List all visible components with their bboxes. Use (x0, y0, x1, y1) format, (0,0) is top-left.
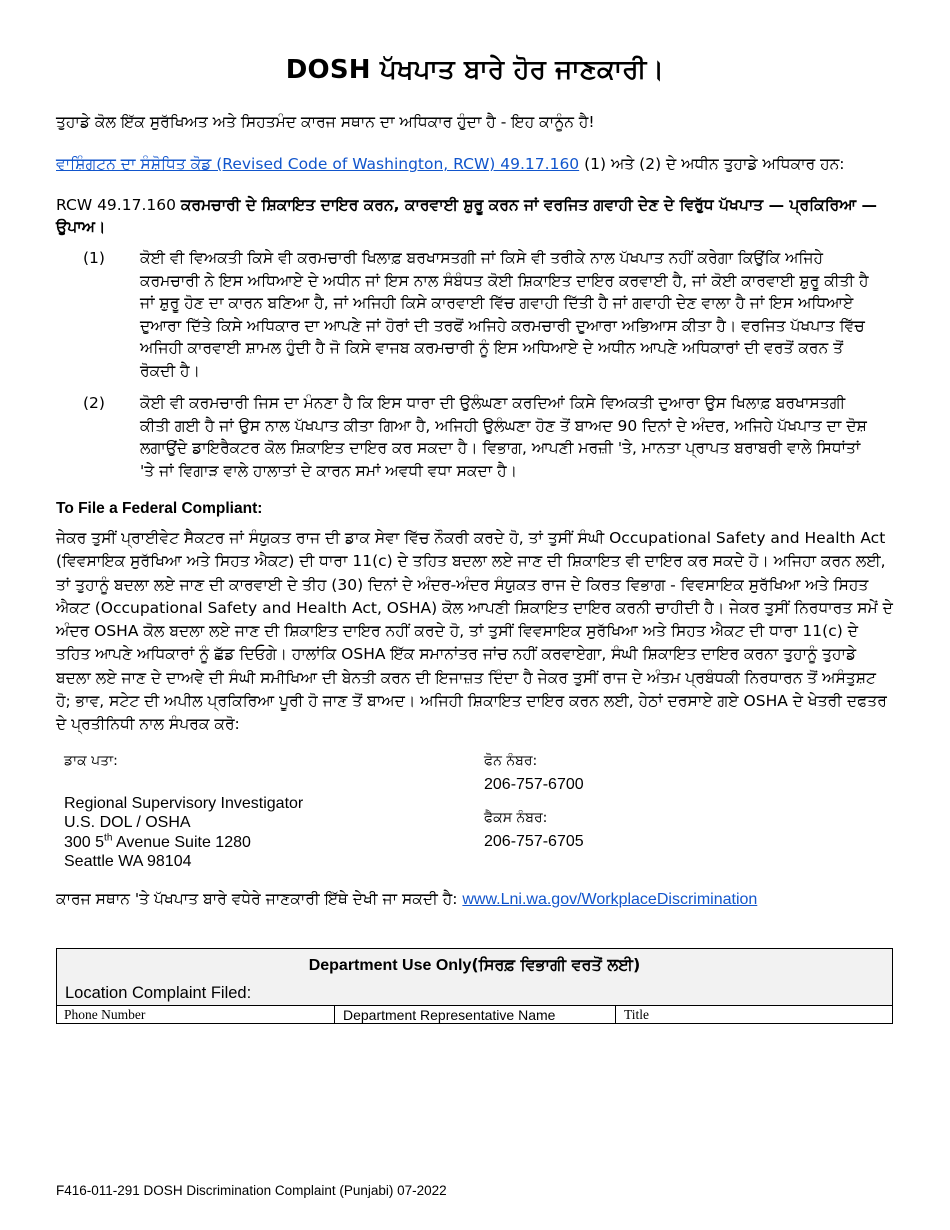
mail-address-block (64, 752, 303, 872)
item-number: (1) (83, 249, 105, 267)
address-line-2: U.S. DOL / OSHA (64, 814, 191, 831)
federal-heading: To File a Federal Compliant: (56, 500, 263, 517)
dept-representative-field[interactable]: Department Representative Name (335, 1006, 616, 1024)
more-info-line (56, 890, 757, 909)
dept-title-pa: (ਸਿਰਫ਼ ਵਿਭਾਗੀ ਵਰਤੋਂ ਲਈ) (471, 955, 641, 974)
dept-fields-row (56, 1005, 893, 1024)
address-line-4: Seattle WA 98104 (64, 853, 192, 870)
address-line-3: 300 5th Avenue Suite 1280 (64, 832, 251, 851)
fax-label: ਫੈਕਸ ਨੰਬਰ: (484, 810, 548, 826)
federal-text: ਜੇਕਰ ਤੁਸੀਂ ਪ੍ਰਾਈਵੇਟ ਸੈਕਟਰ ਜਾਂ ਸੰਯੁਕਤ ਰਾਜ ਦੀ ਡਾਕ ਸੇਵਾ ਵਿੱਚ ਨੌਕਰੀ ਕਰਦੇ ਹੋ, ਤਾਂ ਤੁਸੀਂ ਸੰਘੀ Occupational Safety and Health Act (ਵਿਵਸਾਇਕ ਸੁਰੱਖਿਆ ਅਤੇ ਸਿਹਤ ਐਕਟ) ਦੀ ਧਾਰਾ 11(c) ਦੇ ਤਹਿਤ ਬਦਲਾ ਲਏ ਜਾਣ ਦੀ ਸ਼ਿਕਾਇਤ ਵੀ ਦਾਇਰ ਕਰ ਸਕਦੇ ਹੋ। ਅਜਿਹਾ ਕਰਨ ਲਈ, ਤਾਂ ਤੁਹਾਨੂੰ ਬਦਲਾ ਲਏ ਜਾਣ ਦੀ ਕਾਰਵਾਈ ਦੇ ਤੀਹ (30) ਦਿਨਾਂ ਦੇ ਅੰਦਰ-ਅੰਦਰ ਸੰਯੁਕਤ ਰਾਜ ਦੇ ਕਿਰਤ ਵਿਭਾਗ - ਵਿਵਸਾਇਕ ਸੁਰੱਖਿਆ ਅਤੇ ਸਿਹਤ ਐਕਟ (Occupational Safety and Health Act, OSHA) ਕੋਲ ਆਪਣੀ ਸ਼ਿਕਾਇਤ ਦਾਇਰ ਕਰਨੀ ਚਾਹੀਦੀ ਹੈ। ਜੇਕਰ ਤੁਸੀਂ ਨਿਰਧਾਰਤ ਸਮੇਂ ਦੇ ਅੰਦਰ OSHA ਕੋਲ ਬਦਲਾ ਲਏ ਜਾਣ ਦੀ ਸ਼ਿਕਾਇਤ ਦਾਇਰ ਨਹੀਂ ਕਰਦੇ ਹੋ, ਤਾਂ ਤੁਸੀਂ ਵਿਵਸਾਇਕ ਸੁਰੱਖਿਆ ਅਤੇ ਸਿਹਤ ਐਕਟ ਦੀ ਧਾਰਾ 11(c) ਦੇ ਤਹਿਤ ਆਪਣੇ ਅਧਿਕਾਰਾਂ ਨੂੰ ਛੱਡ ਦਿਓਗੇ। ਹਾਲਾਂਕਿ OSHA ਇੱਕ ਸਮਾਨਾਂਤਰ ਜਾਂਚ ਨਹੀਂ ਕਰਵਾਏਗਾ, ਸੰਘੀ ਸ਼ਿਕਾਇਤ ਦਾਇਰ ਕਰਨਾ ਤੁਹਾਨੂੰ ਤੁਹਾਡੇ ਬਦਲਾ ਲਏ ਜਾਣ ਦੇ ਦਾਅਵੇ ਦੀ ਸੰਘੀ ਸਮੀਖਿਆ ਦੀ ਬੇਨਤੀ ਕਰਨ ਦੀ ਇਜਾਜ਼ਤ ਦਿੰਦਾ ਹੈ ਜੇਕਰ ਤੁਸੀਂ ਰਾਜ ਦੇ ਅੰਤਮ ਪ੍ਰਬੰਧਕੀ ਨਿਰਧਾਰਨ ਤੋਂ ਅਸੰਤੁਸ਼ਟ ਹੋ; ਭਾਵ, ਸਟੇਟ ਦੀ ਅਪੀਲ ਪ੍ਰਕਿਰਿਆ ਪੂਰੀ ਹੋ ਜਾਣ ਤੋਂ ਬਾਅਦ। ਅਜਿਹੀ ਸ਼ਿਕਾਇਤ ਦਾਇਰ ਕਰਨ ਲਈ, ਹੇਠਾਂ ਦਰਸਾਏ ਗਏ OSHA ਦੇ ਖੇਤਰੀ ਦਫਤਰ ਦੇ ਪ੍ਰਤੀਨਿਧੀ ਨਾਲ ਸੰਪਰਕ ਕਰੋ: (56, 529, 893, 734)
intro-text: ਤੁਹਾਡੇ ਕੋਲ ਇੱਕ ਸੁਰੱਖਿਅਤ ਅਤੇ ਸਿਹਤਮੰਦ ਕਾਰਜ ਸਥਾਨ ਦਾ ਅਧਿਕਾਰ ਹੁੰਦਾ ਹੈ - ਇਹ ਕਾਨੂੰਨ ਹੈ! (56, 113, 595, 131)
rcw-heading (56, 194, 886, 238)
department-use-box (56, 948, 893, 1024)
mail-label: ਡਾਕ ਪਤਾ: (64, 753, 118, 769)
phone-fax-block (484, 752, 584, 851)
dept-title (57, 955, 892, 975)
item-text: ਕੋਈ ਵੀ ਵਿਅਕਤੀ ਕਿਸੇ ਵੀ ਕਰਮਚਾਰੀ ਖਿਲਾਫ਼ ਬਰਖਾਸਤਗੀ ਜਾਂ ਕਿਸੇ ਵੀ ਤਰੀਕੇ ਨਾਲ ਪੱਖਪਾਤ ਨਹੀਂ ਕਰੇਗਾ ਕਿਉਂਕਿ ਅਜਿਹੇ ਕਰਮਚਾਰੀ ਨੇ ਇਸ ਅਧਿਆਏ ਦੇ ਅਧੀਨ ਜਾਂ ਇਸ ਨਾਲ ਸੰਬੰਧਤ ਕੋਈ ਸ਼ਿਕਾਇਤ ਦਾਇਰ ਕਰਵਾਈ ਹੈ, ਜਾਂ ਕੋਈ ਕਾਰਵਾਈ ਸ਼ੁਰੂ ਕੀਤੀ ਹੈ ਜਾਂ ਸ਼ੁਰੂ ਹੋਣ ਦਾ ਕਾਰਨ ਬਣਿਆ ਹੈ, ਜਾਂ ਅਜਿਹੀ ਕਿਸੇ ਕਾਰਵਾਈ ਵਿੱਚ ਗਵਾਹੀ ਦਿੱਤੀ ਹੈ ਜਾਂ ਗਵਾਹੀ ਦੇਣ ਵਾਲਾ ਹੈ ਜਾਂ ਇਸ ਅਧਿਆਏ ਦੁਆਰਾ ਦਿੱਤੇ ਕਿਸੇ ਅਧਿਕਾਰ ਦਾ ਆਪਣੇ ਜਾਂ ਹੋਰਾਂ ਦੀ ਤਰਫੋਂ ਅਜਿਹੇ ਕਰਮਚਾਰੀ ਦੁਆਰਾ ਅਭਿਆਸ ਕੀਤਾ ਹੈ। ਵਰਜਿਤ ਪੱਖਪਾਤ ਵਿੱਚ ਅਜਿਹੀ ਕਾਰਵਾਈ ਸ਼ਾਮਲ ਹੁੰਦੀ ਹੈ ਜੋ ਕਿਸੇ ਵਾਜਬ ਕਰਮਚਾਰੀ ਨੂੰ ਇਸ ਅਧਿਆਏ ਦੇ ਅਧੀਨ ਆਪਣੇ ਅਧਿਕਾਰਾਂ ਦੀ ਵਰਤੋਂ ਕਰਨ ਤੋਂ ਰੋਕਦੀ ਹੈ। (140, 249, 869, 380)
location-complaint-filed: Location Complaint Filed: (65, 984, 252, 1002)
page-title: DOSH ਪੱਖਪਾਤ ਬਾਰੇ ਹੋਰ ਜਾਣਕਾਰੀ। (285, 55, 665, 85)
item-text: ਕੋਈ ਵੀ ਕਰਮਚਾਰੀ ਜਿਸ ਦਾ ਮੰਨਣਾ ਹੈ ਕਿ ਇਸ ਧਾਰਾ ਦੀ ਉਲੰਘਣਾ ਕਰਦਿਆਂ ਕਿਸੇ ਵਿਅਕਤੀ ਦੁਆਰਾ ਉਸ ਖਿਲਾਫ਼ ਬਰਖਾਸਤਗੀ ਕੀਤੀ ਗਈ ਹੈ ਜਾਂ ਉਸ ਨਾਲ ਪੱਖਪਾਤ ਕੀਤਾ ਗਿਆ ਹੈ, ਅਜਿਹੀ ਉਲੰਘਣਾ ਹੋਣ ਤੋਂ ਬਾਅਦ 90 ਦਿਨਾਂ ਦੇ ਅੰਦਰ, ਅਜਿਹੇ ਪੱਖਪਾਤ ਦਾ ਦੋਸ਼ ਲਗਾਉਂਦੇ ਡਾਇਰੈਕਟਰ ਕੋਲ ਸ਼ਿਕਾਇਤ ਦਾਇਰ ਕਰ ਸਕਦਾ ਹੈ। ਵਿਭਾਗ, ਆਪਣੀ ਮਰਜ਼ੀ 'ਤੇ, ਮਾਨਤਾ ਪ੍ਰਾਪਤ ਬਰਾਬਰੀ ਵਾਲੇ ਸਿਧਾਂਤਾਂ 'ਤੇ ਜਾਂ ਵਿਗਾੜ ਵਾਲੇ ਹਾਲਾਤਾਂ ਦੇ ਕਾਰਨ ਸਮਾਂ ਅਵਧੀ ਵਧਾ ਸਕਦਾ ਹੈ। (140, 394, 867, 480)
rcw-code: RCW 49.17.160 (56, 196, 181, 214)
item-number: (2) (83, 394, 105, 412)
more-info-link[interactable]: www.Lni.wa.gov/WorkplaceDiscrimination (462, 891, 758, 908)
phone-number-field[interactable]: Phone Number (57, 1006, 335, 1024)
rcw-link[interactable]: ਵਾਸ਼ਿੰਗਟਨ ਦਾ ਸੰਸ਼ੋਧਿਤ ਕੋਡ (Revised Code of Washington, RCW) 49.17.160 (56, 155, 580, 173)
phone-number: 206-757-6700 (484, 775, 584, 793)
fax-number: 206-757-6705 (484, 832, 584, 850)
title-field[interactable]: Title (624, 1007, 650, 1022)
rights-suffix: (1) ਅਤੇ (2) ਦੇ ਅਧੀਨ ਤੁਹਾਡੇ ਅਧਿਕਾਰ ਹਨ: (579, 155, 845, 173)
phone-label: ਫੋਨ ਨੰਬਰ: (484, 753, 538, 769)
dept-title-en: Department Use Only (308, 957, 472, 974)
more-info-text: ਕਾਰਜ ਸਥਾਨ 'ਤੇ ਪੱਖਪਾਤ ਬਾਰੇ ਵਧੇਰੇ ਜਾਣਕਾਰੀ ਇੱਥੇ ਦੇਖੀ ਜਾ ਸਕਦੀ ਹੈ: (56, 890, 463, 908)
rights-line (56, 153, 906, 175)
form-id: F416-011-291 DOSH Discrimination Complaint (Punjabi) 07-2022 (56, 1183, 447, 1198)
rcw-title: ਕਰਮਚਾਰੀ ਦੇ ਸ਼ਿਕਾਇਤ ਦਾਇਰ ਕਰਨ, ਕਾਰਵਾਈ ਸ਼ੁਰੂ ਕਰਨ ਜਾਂ ਵਰਜਿਤ ਗਵਾਹੀ ਦੇਣ ਦੇ ਵਿਰੁੱਧ ਪੱਖਪਾਤ — ਪ੍ਰਕਿਰਿਆ — ਉਪਾਅ। (56, 196, 878, 236)
address-line-1: Regional Supervisory Investigator (64, 794, 304, 812)
